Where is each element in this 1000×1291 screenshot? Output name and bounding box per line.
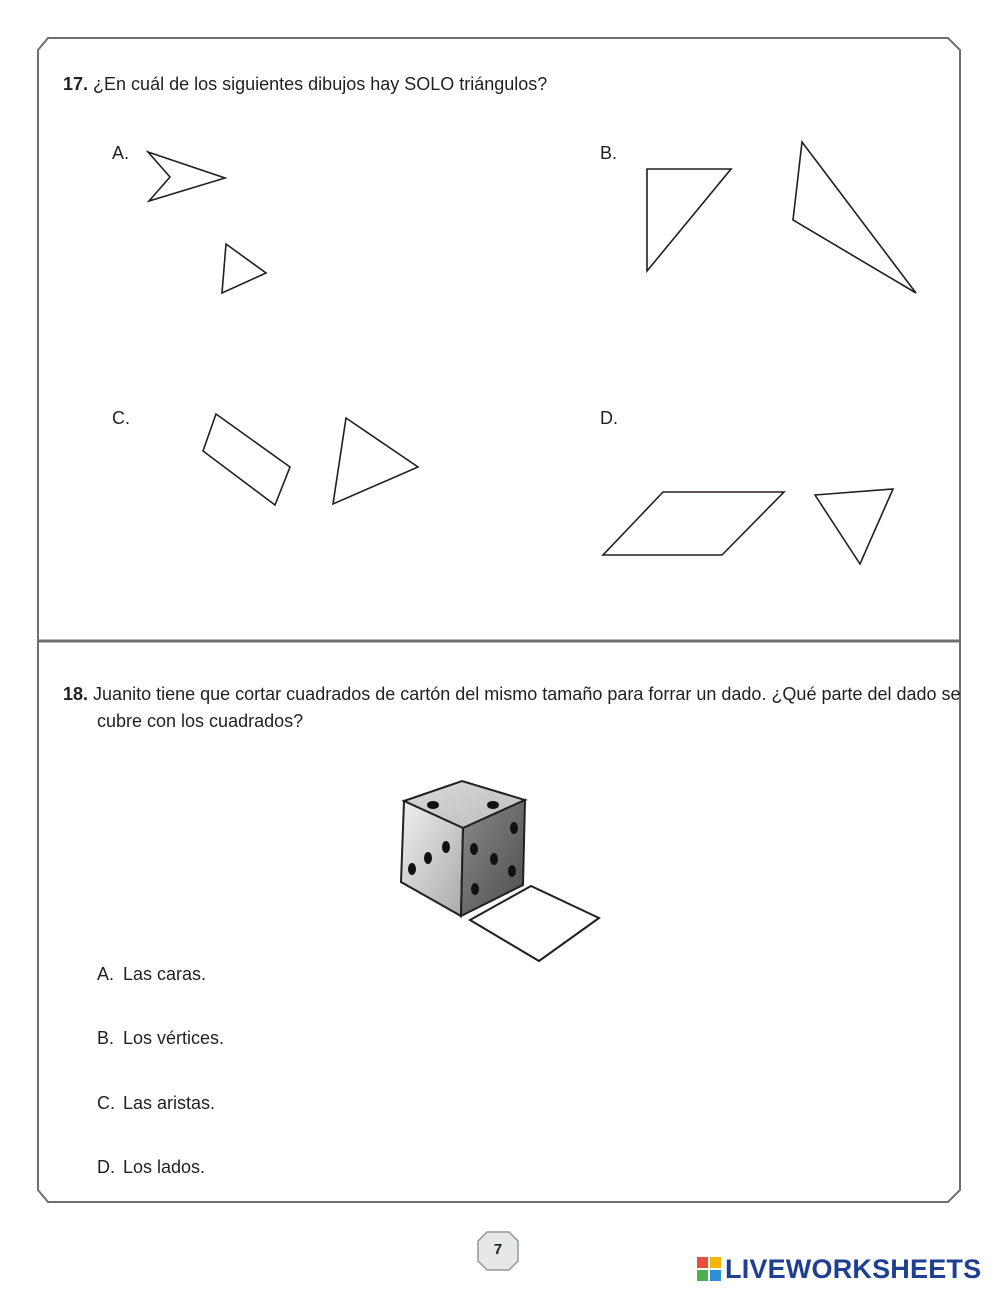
answer-a-letter: A. [97, 964, 115, 984]
question-17-text: ¿En cuál de los siguientes dibujos hay SOLO triángulos? [93, 74, 548, 94]
die-pip [510, 822, 518, 834]
page-number: 7 [493, 1241, 503, 1258]
question-17-number: 17. [63, 74, 89, 94]
answer-a-text: Las caras. [123, 964, 207, 984]
question-18-number: 18. [63, 684, 89, 704]
answer-c-letter: C. [97, 1093, 115, 1113]
answer-b-text: Los vértices. [123, 1028, 225, 1048]
answer-d-text: Los lados. [123, 1157, 206, 1177]
answer-a[interactable] [97, 964, 206, 985]
liveworksheets-logo [697, 1254, 981, 1284]
die-pip [424, 852, 432, 864]
answer-d-letter: D. [97, 1157, 115, 1177]
brand-name: LIVEWORKSHEETS [725, 1253, 982, 1284]
answer-c-text: Las aristas. [123, 1093, 216, 1113]
option-b-label: B. [600, 143, 618, 163]
answer-b[interactable] [97, 1028, 224, 1049]
answer-b-letter: B. [97, 1028, 115, 1048]
die-pip [487, 801, 499, 809]
answer-c[interactable] [97, 1093, 215, 1114]
die-pip [427, 801, 439, 809]
option-a-label: A. [112, 143, 130, 163]
die-pip [470, 843, 478, 855]
logo-mark-icon [697, 1257, 721, 1281]
option-d-label: D. [600, 408, 618, 428]
question-18-text: Juanito tiene que cortar cuadrados de cartón del mismo tamaño para forrar un dado. ¿Qué parte del dado se cubre con los cuadrados? [93, 684, 961, 731]
die-pip [408, 863, 416, 875]
die-pip [471, 883, 479, 895]
option-c-label: C. [112, 408, 130, 428]
die-pip [508, 865, 516, 877]
answer-d[interactable] [97, 1157, 205, 1178]
die-pip [442, 841, 450, 853]
die-pip [490, 853, 498, 865]
